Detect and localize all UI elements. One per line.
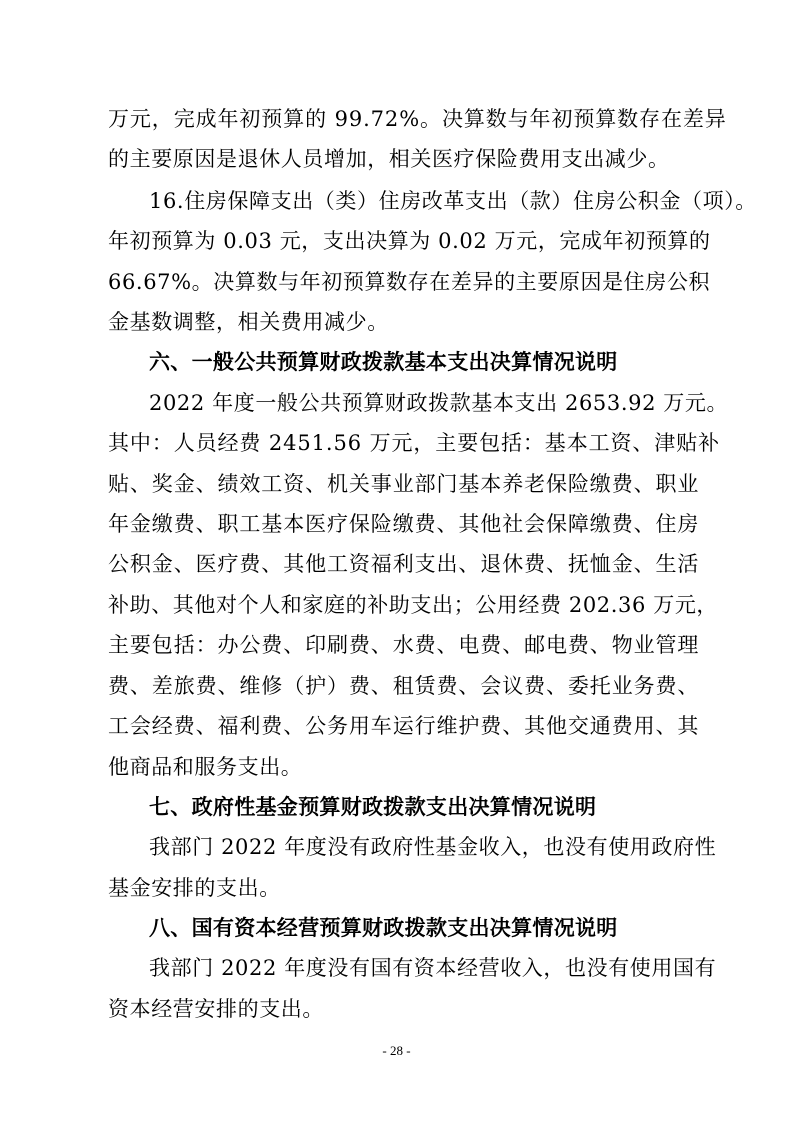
paragraph-line: 66.67%。决算数与年初预算数存在差异的主要原因是住房公积	[108, 270, 711, 294]
paragraph-line: 工会经费、福利费、公务用车运行维护费、其他交通费用、其	[108, 714, 700, 738]
section-heading-7: 七、政府性基金预算财政拨款支出决算情况说明	[149, 795, 597, 819]
paragraph-line: 补助、其他对个人和家庭的补助支出；公用经费 202.36 万元，	[108, 593, 719, 617]
paragraph-line: 他商品和服务支出。	[108, 755, 303, 779]
paragraph-line: 的主要原因是退休人员增加，相关医疗保险费用支出减少。	[108, 147, 670, 171]
paragraph-line: 金基数调整，相关费用减少。	[108, 310, 389, 334]
section-heading-8: 八、国有资本经营预算财政拨款支出决算情况说明	[149, 916, 618, 940]
paragraph-line: 我部门 2022 年度没有政府性基金收入，也没有使用政府性	[149, 835, 717, 859]
paragraph-line: 费、差旅费、维修（护）费、租赁费、会议费、委托业务费、	[108, 674, 700, 698]
paragraph-line: 其中：人员经费 2451.56 万元，主要包括：基本工资、津贴补	[108, 431, 720, 455]
paragraph-line: 主要包括：办公费、印刷费、水费、电费、邮电费、物业管理	[108, 633, 700, 657]
paragraph-line: 基金安排的支出。	[108, 876, 281, 900]
paragraph-line: 我部门 2022 年度没有国有资本经营收入，也没有使用国有	[149, 956, 717, 980]
paragraph-line: 2022 年度一般公共预算财政拨款基本支出 2653.92 万元。	[149, 391, 729, 415]
section-heading-6: 六、一般公共预算财政拨款基本支出决算情况说明	[149, 350, 618, 374]
paragraph-line: 年金缴费、职工基本医疗保险缴费、其他社会保障缴费、住房	[108, 512, 700, 536]
paragraph-line: 年初预算为 0.03 元，支出决算为 0.02 万元，完成年初预算的	[108, 229, 711, 253]
paragraph-line: 贴、奖金、绩效工资、机关事业部门基本养老保险缴费、职业	[108, 472, 700, 496]
paragraph-line: 资本经营安排的支出。	[108, 997, 324, 1021]
paragraph-line: 16.住房保障支出（类）住房改革支出（款）住房公积金（项）。	[149, 189, 757, 213]
paragraph-line: 公积金、医疗费、其他工资福利支出、退休费、抚恤金、生活	[108, 552, 700, 576]
page-number: - 28 -	[382, 1043, 411, 1058]
paragraph-line: 万元，完成年初预算的 99.72%。决算数与年初预算数存在差异	[108, 107, 727, 131]
